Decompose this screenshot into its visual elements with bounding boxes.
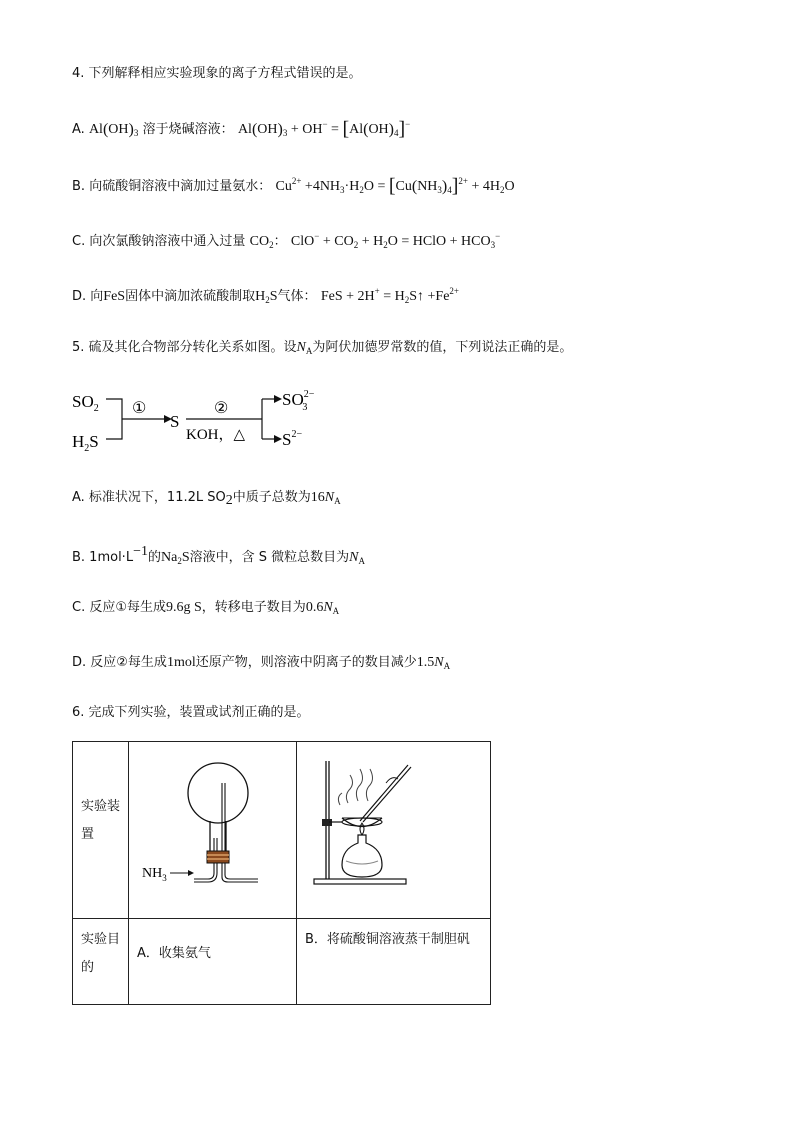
ammonia-flask-diagram (130, 743, 295, 913)
q5-stem: 5. 硫及其化合物部分转化关系如图。设$N_A$为阿伏加德罗常数的值，下列说法正确的是。 (72, 340, 573, 356)
q5-option-c[interactable]: C. 反应①每生成9.6g S，转移电子数目为$0.6N_A$ (72, 600, 340, 616)
q4-option-c[interactable]: C. 向次氯酸钠溶液中通入过量 $CO_2$： $ClO^- + CO_2 + H_2O$ = HClO + $HCO_3^-$ (72, 231, 501, 250)
scheme-step-2: ② (214, 400, 229, 417)
apparatus-b-cell (297, 742, 491, 919)
experiment-table (72, 741, 491, 1005)
q5-option-d[interactable]: D. 反应②每生成1mol还原产物，则溶液中阴离子的数目减少$1.5N_A$ (72, 655, 451, 671)
row-header-purpose: 实验目的 (73, 919, 129, 1005)
q6-stem: 6. 完成下列实验，装置或试剂正确的是。 (72, 705, 310, 720)
scheme-s: S (170, 412, 180, 431)
scheme-s2: $S^{2-}$ (282, 429, 303, 449)
q4-stem: 4. 下列解释相应实验现象的离子方程式错误的是。 (72, 66, 362, 81)
scheme-so2: $SO_2$ (72, 392, 99, 414)
sulfur-scheme (68, 383, 328, 459)
scheme-h2s: $H_2S$ (72, 432, 99, 454)
q4-option-b[interactable]: B. 向硫酸铜溶液中滴加过量氨水： $Cu^{2+} +4NH_3\cdot H_2O = [Cu(NH_3)_4]^{2+} + 4H_2O$ (72, 175, 515, 197)
scheme-step-1: ① (132, 400, 147, 417)
scheme-condition: KOH，△ (186, 427, 246, 443)
nh3-label: $NH_3$ (142, 866, 167, 883)
apparatus-a-cell (129, 742, 297, 919)
row-header-apparatus: 实验装置 (73, 742, 129, 919)
purpose-a-cell: A．收集氨气 (129, 919, 297, 1005)
q4-option-d[interactable]: D. 向FeS固体中滴加浓硫酸制取$H_2S$气体： FeS + $2H^+ = H_2S↑ +Fe^{2+}$ (72, 286, 459, 305)
q4-option-a[interactable]: A. $Al(OH)_3$ 溶于烧碱溶液： $Al(OH)_3 + OH^- = [Al(OH)_4]^-$ (72, 118, 411, 140)
evaporation-dish-diagram (298, 743, 489, 913)
q5-option-a[interactable]: A. 标准状况下，11.2L $SO_2$中质子总数为$16N_A$ (72, 490, 341, 508)
q5-option-b[interactable]: B. $1mol\cdot L^{-1}$的$Na_2S$溶液中，含 S 微粒总数目为$N_A$ (72, 544, 365, 566)
scheme-so3: $SO^{2-}$ 3 (282, 389, 315, 413)
purpose-b-cell: B．将硫酸铜溶液蒸干制胆矾 (297, 919, 491, 1005)
